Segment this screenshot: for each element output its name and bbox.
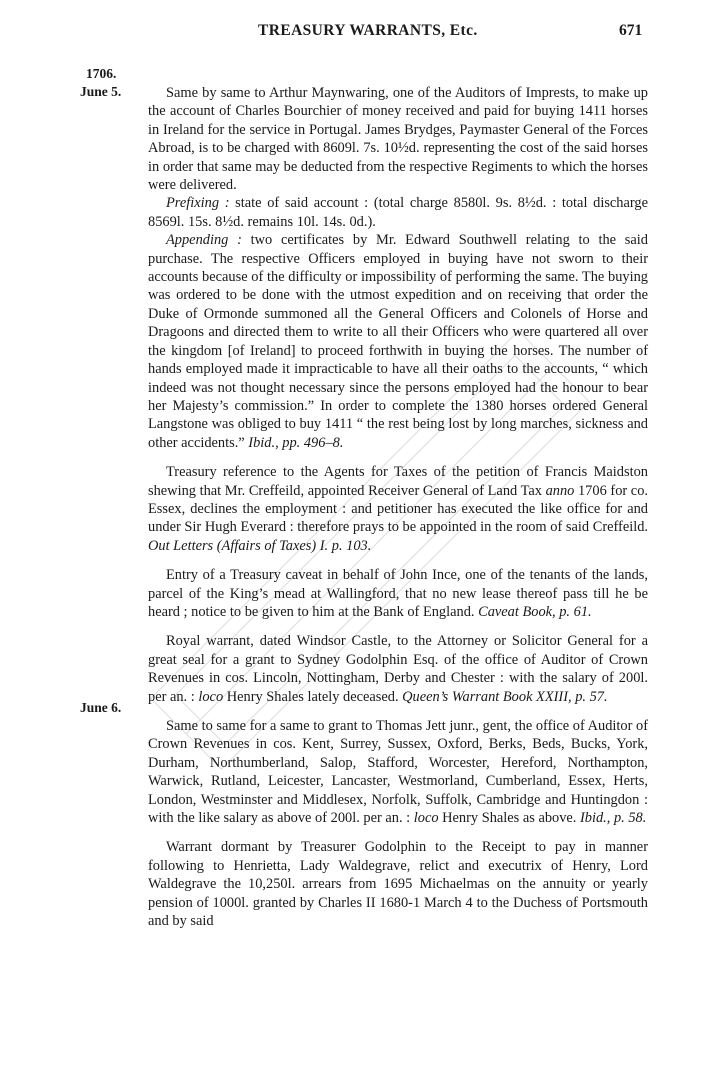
entry-text: Same to same for a same to grant to Thomas Jett junr., gent, the office of Auditor of Crown Revenues in cos. Kent, Surrey, Sussex, Oxford, Berks, Beds, Bucks, York, Durham, Northumberland, Salop, Stafford, Worcester, Hereford, Northampton, Warwick, Rutland, Leicester, Lancaster, Westmorland, Cumberland, Essex, Herts, London, Westminster and Middlesex, Norfolk, Suffolk, Cambridge and Huntingdon : with the like salary as above of 200l. per an. : — [148, 718, 648, 827]
entry-appending — [148, 231, 648, 452]
appending-label: Appending : — [166, 232, 242, 249]
entry-main-text: Same by same to Arthur Maynwaring, one of the Auditors of Imprests, to make up the account of Charles Bourchier of money received and paid for buying 1411 horses in Ireland for the service in Portugal. James Brydges, Paymaster General of the Forces Abroad, is to be charged with 8609l. 7s. 10½d. representing the cost of the said horses in order that same may be deducted from the respective Regiments to which the horses were delivered. — [148, 85, 648, 194]
entry-text: Entry of a Treasury caveat in behalf of John Ince, one of the tenants of the lands, parcel of the King’s mead at Wallingford, that no new lease thereof pass till he be heard ; notice to be given to him at the Bank of England. — [148, 567, 648, 620]
entry-text: Henry Shales lately deceased. — [223, 688, 403, 705]
entry-text: Warrant dormant by Treasurer Godolphin to the Receipt to pay in manner following to Henrietta, Lady Waldegrave, relict and executrix of Henry, Lord Waldegrave the 10,250l. arrears from 1695 Michaelmas on the annuity or yearly pension of 1000l. granted by Charles II 1680-1 March 4 to the Duchess of Portsmouth and by said — [148, 839, 648, 930]
entry-prefixing — [148, 194, 648, 231]
appending-text: two certificates by Mr. Edward Southwell relating to the said purchase. The respective Officers employed in buying have not sworn to their accounts because of the difficulty or impossibility of performing the same. The buying was ordered to be done with the utmost expedition and on receiving that order the Duke of Ormonde summoned all the General Officers and Colonels of Horse and Dragoons and directed them to write to all their Officers who were quartered all over the kingdom [of Ireland] to proceed forthwith in buying the horses. The number of hands employed made it impracticable to have all their oaths to the accounts, “ which indeed was not thought necessary since the persons employed had the honour to bear her Majesty’s commission.” In order to complete the 1380 horses ordered General Langstone was obliged to buy 1411 “ the rest being lost by long marches, sickness and other accidents.” — [148, 232, 648, 451]
entry-text: 1706 for co. Essex, declines the employment : and petitioner has executed the like office for and under Sir Hugh Everard : therefore prays to be appointed in the room of said Creffeild. — [148, 482, 648, 536]
entries-column — [148, 84, 648, 930]
entry-reference: Caveat Book, p. 61. — [478, 603, 592, 620]
prefixing-text: state of said account : (total charge 8580l. 9s. 8½d. : total discharge 8569l. 15s. 8½d. remains 10l. 14s. 0d.). — [148, 195, 648, 230]
prefixing-label: Prefixing : — [166, 195, 230, 212]
entry-john-ince — [148, 566, 648, 621]
entry-thomas-jett — [148, 717, 648, 827]
loco-word: loco — [198, 688, 224, 705]
entry-text: Henry Shales as above. — [438, 810, 580, 827]
entry-reference: Ibid., pp. 496–8. — [248, 434, 344, 451]
margin-date-june5: June 5. — [80, 84, 122, 99]
entry-lady-waldegrave — [148, 838, 648, 930]
margin-date-june6: June 6. — [80, 700, 122, 715]
loco-word: loco — [413, 810, 439, 827]
running-head — [0, 22, 720, 46]
page-number: 671 — [619, 22, 643, 39]
anno-word: anno — [545, 482, 575, 499]
entry-text: Royal warrant, dated Windsor Castle, to the Attorney or Solicitor General for a great seal for a grant to Sydney Godolphin Esq. of the office of Auditor of Crown Revenues in cos. Lincoln, Nottingham, Derby and Chester : with the salary of 200l. per an. : — [148, 633, 648, 705]
entry-francis-maidston — [148, 463, 648, 555]
margin-year: 1706. — [86, 66, 117, 81]
entry-reference: Ibid., p. 58. — [580, 810, 647, 827]
entry-sydney-godolphin — [148, 632, 648, 706]
entry-text: Treasury reference to the Agents for Taxes of the petition of Francis Maidston shewing that Mr. Creffeild, appointed Receiver General of Land Tax — [148, 464, 648, 499]
running-title: TREASURY WARRANTS, Etc. — [258, 22, 478, 39]
entry-arthur-maynwaring — [148, 84, 648, 194]
entry-reference: Out Letters (Affairs of Taxes) I. p. 103. — [148, 537, 372, 554]
entry-reference: Queen’s Warrant Book XXIII, p. 57. — [402, 688, 608, 705]
